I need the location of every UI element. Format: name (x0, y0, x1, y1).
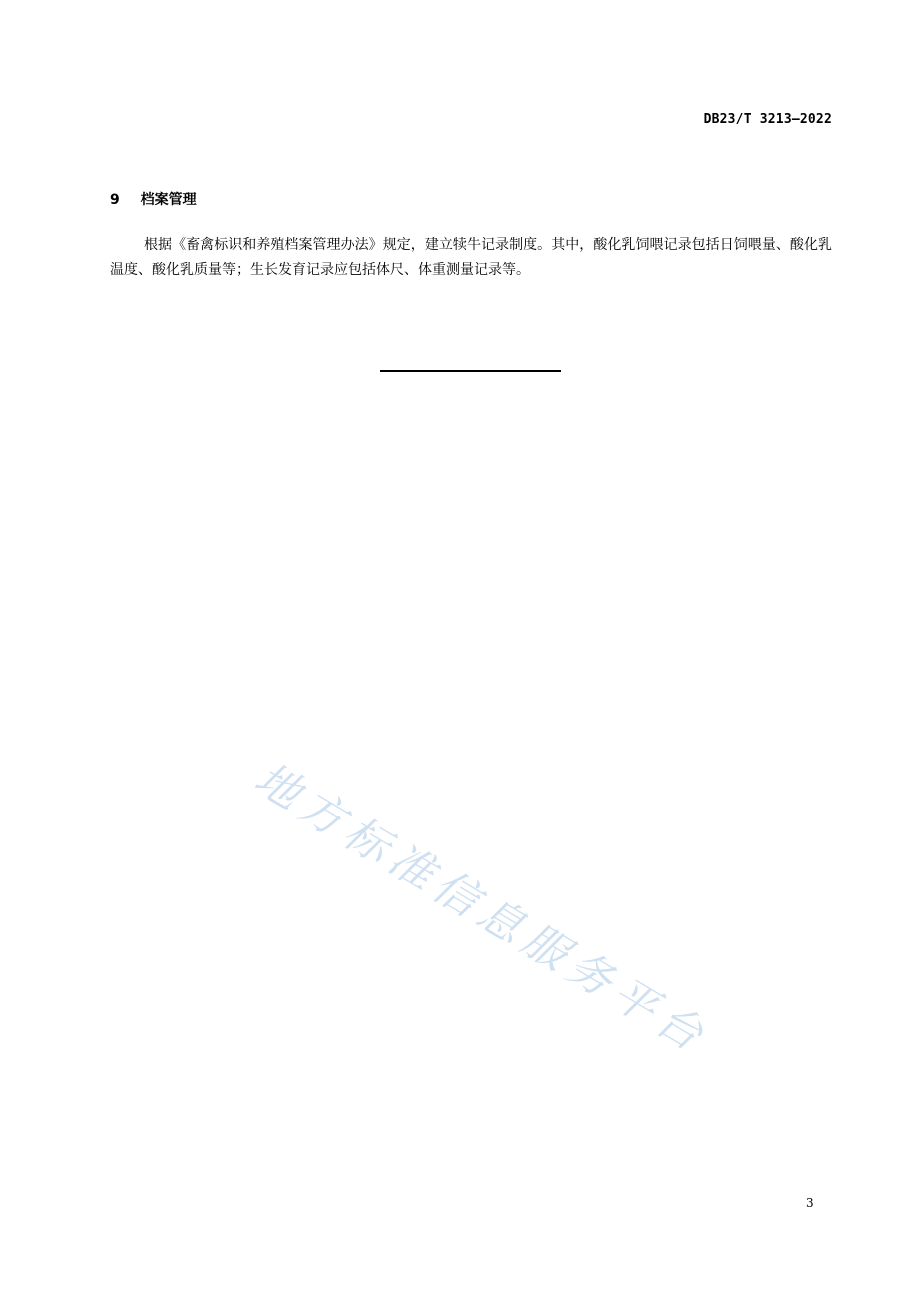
page-number: 3 (806, 1196, 814, 1210)
section-paragraph: 根据《畜禽标识和养殖档案管理办法》规定，建立犊牛记录制度。其中，酸化乳饲喂记录包括日饲喂量、酸化乳温度、酸化乳质量等；生长发育记录应包括体尺、体重测量记录等。 (110, 237, 832, 278)
end-of-document-rule (380, 370, 561, 372)
section-title: 档案管理 (140, 192, 197, 208)
section-number: 9 (110, 192, 120, 208)
watermark: 地方标准信息服务平台 (245, 753, 718, 1065)
section-heading (110, 189, 197, 209)
document-code: DB23/T 3213—2022 (703, 112, 832, 127)
